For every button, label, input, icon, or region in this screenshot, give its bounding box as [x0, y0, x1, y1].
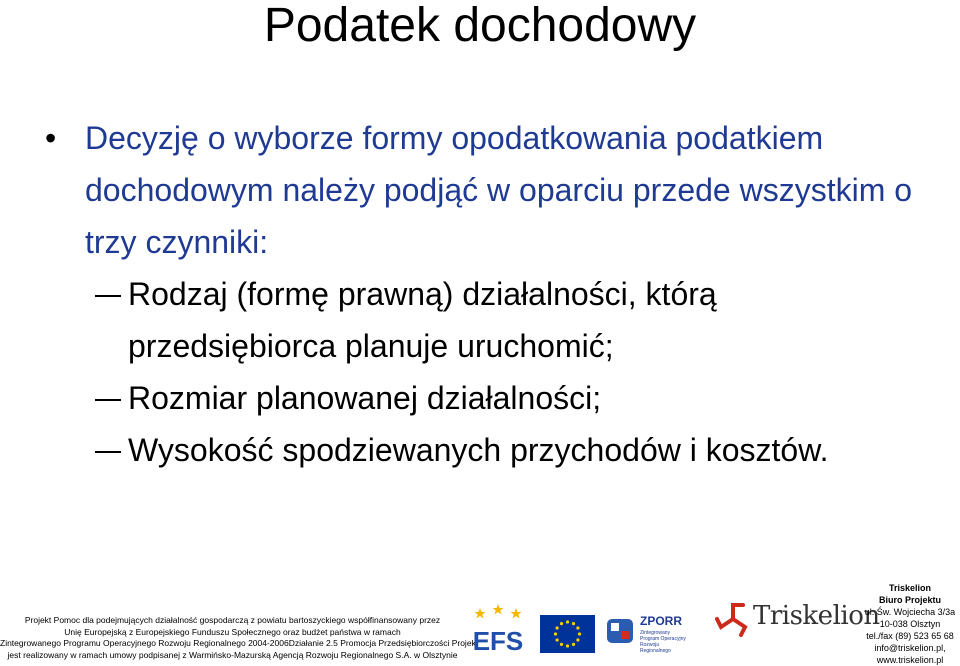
contact-name: Triskelion	[888, 583, 932, 593]
slide-title: Podatek dochodowy	[263, 0, 697, 52]
footer-line: jest realizowany w ramach umowy podpisanej z Warmińsko-Mazurską Agencją Rozwoju Regionalnego S.A. w Olsztynie	[7, 649, 458, 660]
contact-office: Biuro Projektu	[878, 595, 941, 605]
triskelion-icon	[715, 601, 751, 637]
poland-emblem-logo	[605, 616, 637, 646]
contact-phone: tel./fax (89) 523 65 68	[866, 631, 954, 641]
zporr-logo	[640, 614, 686, 652]
main-bullet	[45, 112, 925, 268]
efs-logo	[468, 604, 528, 656]
contact-city: 10-038 Olsztyn	[879, 619, 941, 629]
efs-logo-text: EFS	[472, 626, 524, 656]
contact-block	[860, 582, 960, 666]
bullet-dot-icon: •	[45, 120, 57, 156]
footer-line: Projekt Pomoc dla podejmujących działalność gospodarczą z powiatu bartoszyckiego współfinansowany przez	[24, 615, 441, 625]
eu-flag-logo	[540, 615, 595, 653]
triskelion-logo-text: Triskelion	[753, 601, 880, 631]
sub-item-text: Rozmiar planowanej działalności;	[128, 380, 602, 416]
footer-line: Unię Europejską z Europejskiego Funduszu Społecznego oraz budżet państwa w ramach	[64, 626, 401, 637]
sub-item	[95, 372, 895, 424]
sub-item	[95, 424, 895, 476]
zporr-logo-text: ZPORR	[640, 614, 682, 628]
contact-web[interactable]: www.triskelion.pl	[876, 655, 944, 665]
sub-item	[95, 268, 895, 372]
sub-item-text: Rodzaj (formę prawną) działalności, którą przedsiębiorca planuje uruchomić;	[128, 276, 717, 364]
sub-item-text: Wysokość spodziewanych przychodów i kosztów.	[128, 432, 829, 468]
contact-street: ul. Św. Wojciecha 3/3a	[864, 607, 956, 617]
footer-project-note	[0, 615, 479, 661]
footer-line: Zintegrowanego Programu Operacyjnego Rozwoju Regionalnego 2004-2006Działanie 2.5 Promocja Przedsiębiorczości Projekt	[0, 638, 479, 648]
contact-email[interactable]: info@triskelion.pl,	[874, 643, 946, 653]
zporr-logo-subtext: Zintegrowany Program Operacyjny Rozwoju Regionalnego	[640, 630, 686, 654]
main-bullet-text: Decyzję o wyborze formy opodatkowania podatkiem dochodowym należy podjąć w oparciu przede wszystkim o trzy czynniki:	[85, 120, 913, 260]
triskelion-logo	[715, 595, 880, 640]
